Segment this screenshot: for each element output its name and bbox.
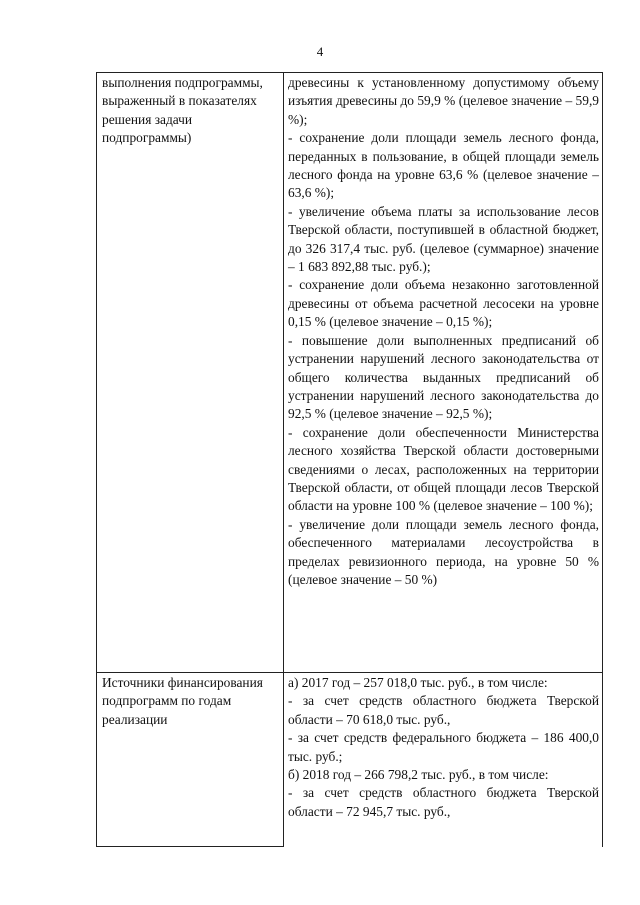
indicator-paragraph: древесины к установленному допустимому объему изъятия древесины до 59,9 % (целевое значение – 59,9 %); [288,75,599,127]
financing-paragraph: а) 2017 год – 257 018,0 тыс. руб., в том числе: [288,675,548,690]
indicator-paragraph: - увеличение объема платы за использование лесов Тверской области, поступившей в областной бюджет, до 326 317,4 тыс. руб. (целевое (суммарное) значение – 1 683 892,88 тыс. руб.); [288,203,599,275]
row-label: Источники финансирования подпрограмм по годам реализации [102,675,263,727]
indicator-paragraph: - повышение доли выполненных предписаний об устранении нарушений лесного законодательства от общего количества выданных предписаний об устранении нарушений лесного законодательства до 92,5 % (целевое значение – 92,5 %); [288,332,599,422]
row-value-cell [284,673,603,847]
row-label-cell [97,673,284,847]
row-label-cell [97,73,284,673]
program-passport-table [96,72,603,847]
indicator-paragraph: - сохранение доли объема незаконно заготовленной древесины от объема расчетной лесосеки на уровне 0,15 % (целевое значение – 0,15 %); [288,277,599,330]
row-label: выполнения подпрограммы, выраженный в показателях решения задачи подпрограммы) [102,75,263,146]
financing-paragraph: - за счет средств областного бюджета Тверской области – 70 618,0 тыс. руб., [288,693,599,727]
financing-paragraph: - за счет средств областного бюджета Тверской области – 72 945,7 тыс. руб., [288,785,599,819]
indicator-paragraph: - увеличение доли площади земель лесного фонда, обеспеченного материалами лесоустройства в пределах ревизионного периода, на уровне 50 % (целевое значение – 50 %) [288,516,599,587]
table-row [97,73,603,673]
row-value-cell [284,73,603,673]
indicator-paragraph: - сохранение доли обеспеченности Министерства лесного хозяйства Тверской области достоверными сведениями о лесах, расположенных на территории Тверской области, от общей площади лесов Тверской области на уровне 100 % (целевое значение – 100 %); [288,424,599,514]
financing-paragraph: б) 2018 год – 266 798,2 тыс. руб., в том числе: [288,767,549,783]
page-number: 4 [316,44,324,59]
indicator-paragraph: - сохранение доли площади земель лесного фонда, переданных в пользование, в общей площади земель лесного фонда на уровне 63,6 % (целевое значение – 63,6 %); [288,130,599,201]
financing-paragraph: - за счет средств федерального бюджета – 186 400,0 тыс. руб.; [288,730,599,764]
table-row [97,673,603,847]
